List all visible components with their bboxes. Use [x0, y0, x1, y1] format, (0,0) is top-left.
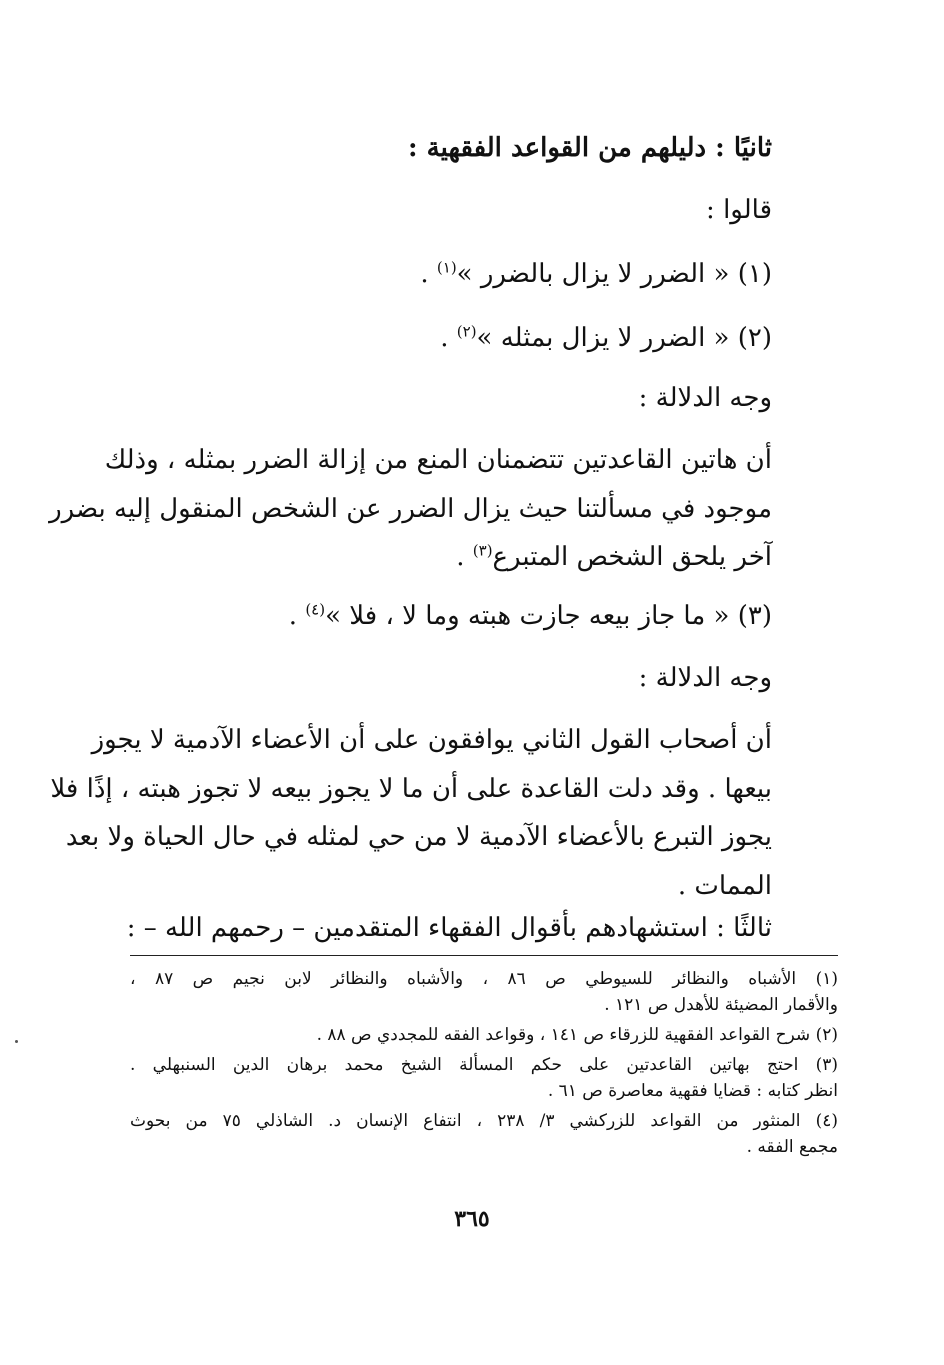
footnote-4-line: (٤) المنثور من القواعد للزركشي ٣/ ٢٣٨ ، انتفاع الإنسان د. الشاذلي ٧٥ من بحوث: [130, 1111, 838, 1131]
rule-3-period: .: [288, 601, 306, 631]
paragraph-2-line: أن أصحاب القول الثاني يوافقون على أن الأعضاء الآدمية لا يجوز: [91, 725, 772, 755]
footnote-2-line: (٢) شرح القواعد الفقهية للزرقاء ص ١٤١ ، وقواعد الفقه للمجددي ص ٨٨ .: [316, 1025, 838, 1045]
footnote-4: [130, 1108, 838, 1160]
paragraph-2: [50, 716, 772, 910]
page-number: ٣٦٥: [454, 1206, 490, 1232]
wajh-al-dalala-2: وجه الدلالة :: [638, 663, 772, 693]
footnote-4-line: مجمع الفقه .: [746, 1137, 838, 1157]
paragraph-1-footnote-ref[interactable]: (٣): [472, 541, 493, 560]
paragraph-2-line: الممات .: [677, 870, 772, 901]
footnote-3: [130, 1052, 838, 1104]
footnote-1: [130, 966, 838, 1018]
paragraph-1-period: .: [456, 542, 473, 572]
qalu-label: قالوا :: [706, 195, 772, 225]
rule-1-footnote-ref[interactable]: (١): [436, 258, 457, 277]
paragraph-1-last-text: آخر يلحق الشخص المتبرع: [492, 542, 772, 572]
paragraph-1-line: [130, 533, 772, 582]
rule-1-period: .: [420, 259, 437, 289]
paragraph-2-line: بيعها . وقد دلت القاعدة على أن ما لا يجوز بيعه لا تجوز هبته ، إذًا فلا: [50, 773, 772, 804]
rule-1-text: (١) « الضرر لا يزال بالضرر »: [456, 259, 772, 289]
footnote-divider: [130, 955, 838, 956]
wajh-al-dalala-1: وجه الدلالة :: [638, 383, 772, 413]
footnotes: [130, 966, 838, 1164]
rule-3-footnote-ref[interactable]: (٤): [305, 600, 326, 619]
section-heading-second: ثانيًا : دليلهم من القواعد الفقهية :: [408, 133, 772, 163]
scan-speck: [15, 1040, 18, 1043]
rule-2: [440, 318, 772, 358]
rule-3: [289, 596, 772, 636]
rule-3-text: (٣) « ما جاز بيعه جازت هبته وما لا ، فلا »: [325, 601, 772, 631]
footnote-3-line: انظر كتابه : قضايا فقهية معاصرة ص ٦١ .: [547, 1081, 838, 1101]
footnote-2: [130, 1022, 838, 1048]
footnote-1-line: (١) الأشباه والنظائر للسيوطي ص ٨٦ ، والأشباه والنظائر لابن نجيم ص ٨٧ ،: [130, 969, 839, 989]
rule-1: [420, 254, 772, 294]
rule-2-footnote-ref[interactable]: (٢): [456, 322, 477, 341]
section-heading-third: ثالثًا : استشهادهم بأقوال الفقهاء المتقدمين – رحمهم الله – :: [126, 913, 772, 943]
paragraph-1: [49, 436, 772, 582]
paragraph-1-line: أن هاتين القاعدتين تتضمنان المنع من إزالة الضرر بمثله ، وذلك: [104, 445, 772, 475]
rule-2-period: .: [440, 323, 457, 353]
paragraph-1-line: موجود في مسألتنا حيث يزال الضرر عن الشخص المنقول إليه بضرر: [49, 493, 772, 524]
rule-2-text: (٢) « الضرر لا يزال بمثله »: [476, 323, 772, 353]
paragraph-2-line: يجوز التبرع بالأعضاء الآدمية لا من حي لمثله في حال الحياة ولا بعد: [65, 822, 772, 852]
footnote-3-line: (٣) احتج بهاتين القاعدتين على حكم المسألة الشيخ محمد برهان الدين السنبهلي .: [130, 1055, 838, 1075]
footnote-1-line: والأقمار المضيئة للأهدل ص ١٢١ .: [604, 995, 838, 1015]
